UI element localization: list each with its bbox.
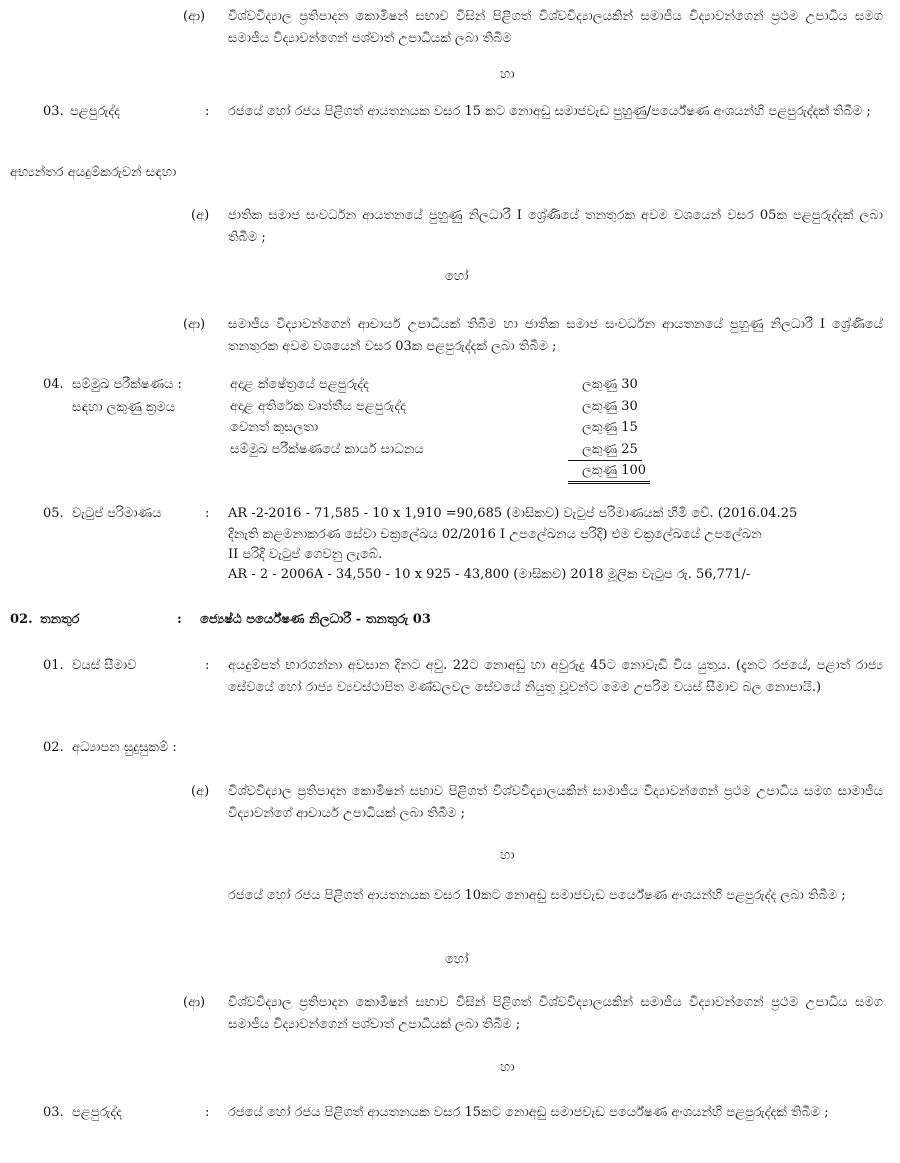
post-number: 02. <box>10 612 33 627</box>
salary-text: II පරිදි වැටුප් ගෙවනු ලැබේ. <box>228 547 383 562</box>
section-label: සම්මුඛ පරීක්ෂණය : <box>72 377 182 392</box>
section-label: වයස් සීමාව <box>72 658 137 673</box>
colon: : <box>205 1105 210 1120</box>
section-number: 03. <box>43 104 64 119</box>
salary-text: AR -2-2016 - 71,585 - 10 x 1,910 =90,685 (මාසිකව) වැටුප් පරිමාණයක් හිමි වේ. (2016.04.25 <box>228 506 798 521</box>
section-number: 04. <box>43 377 64 392</box>
colon: : <box>205 506 210 521</box>
post-title: ජ්‍යෙෂ්ඨ පර්යේෂණ නිලධාරී - තනතුරු 03 <box>200 612 431 627</box>
qualification-text: විශ්වවිද්‍යාල ප්‍රතිපාදන කොමිෂන් සභාව විසින් පිළිගත් විශ්වවිද්‍යාලයකින් සමාජීය විද්‍යාවන්ගෙන් ප්‍රථම උපාධිය සමග සමාජීය විද්‍යාවන්ගෙන් පශ්චාත් උපාධියක් ලබා තිබීම <box>228 9 883 46</box>
qualification-text: සමාජීය විද්‍යාවන්ගෙන් ආචාර්ය උපාධියක් තිබීම හා ජාතික සමාජ සංවර්ධන ආයතනයේ පුහුණු නිලධාරී I ශ්‍රේණියේ තනතුරක අවම වශයෙන් වසර 03ක පළපුරුද්දක් ලබා තිබීම ; <box>228 317 883 354</box>
section-label: පළපුරුද්ද <box>70 104 120 119</box>
conjunction-and: හා <box>500 1060 515 1075</box>
experience-text: රජයේ හෝ රජය පිළිගත් ආයතනයක වසර 15 කට නොඅඩු සමාජවැඩ පුහුණු/පර්යේෂණ අංශයන්හි පළපුරුද්දක් තිබීම ; <box>228 104 871 119</box>
marks-value: ලකුණු 15 <box>582 420 638 435</box>
conjunction-or: හෝ <box>445 952 469 967</box>
salary-text: AR - 2 - 2006A - 34,550 - 10 x 925 - 43,800 (මාසිකව) 2018 මූලික වැටුප රු. 56,771/- <box>228 567 751 582</box>
section-label: වැටුප් පරිමාණය <box>72 506 162 521</box>
marks-value: ලකුණු 30 <box>582 377 638 392</box>
conjunction-and: හා <box>500 848 515 863</box>
marks-item: අදාළ අතිරේක වෘත්තීය පළපුරුද්ද <box>230 399 406 414</box>
marks-item: වෙනත් කුසලතා <box>230 420 319 435</box>
post-label: තනතුර <box>40 612 80 627</box>
conjunction-or: හෝ <box>445 269 469 284</box>
section-number: 03. <box>43 1105 64 1120</box>
qualification-text: විශ්වවිද්‍යාල ප්‍රතිපාදන කොමිෂන් සභාව පිළිගත් විශ්වවිද්‍යාලයකින් සාමාජීය විද්‍යාවන්ගෙන් ප්‍රථම උපාධිය සමග සාමාජීය විද්‍යාවන්ගේ ආචාර්ය උපාධියක් ලබා තිබීම ; <box>228 784 883 821</box>
experience-text: රජයේ හෝ රජය පිළිගත් ආයතනයක වසර 10කට නොඅඩු සමාජවැඩ පර්යේෂණ අංශයන්හි පළපුරුද්ද ලබා තිබීම ; <box>228 888 846 903</box>
marks-item: අදාළ ක්ෂේත්‍රයේ පළපුරුද්ද <box>230 377 369 392</box>
marks-item: සම්මුඛ පරීක්ෂණයේ කාර්ය සාධනය <box>230 442 424 457</box>
section-number: 05. <box>43 506 64 521</box>
item-label-a: (අ) <box>191 208 210 223</box>
age-text: අයදුම්පත් භාරගන්නා අවසාන දිනට අවු. 22ට නොඅඩු හා අවුරුදු 45ට නොවැඩි විය යුතුය. (දැනට රජයේ, පළාත් රාජ්‍ය සේවයේ හෝ රාජ්‍ය ව්‍යවස්ථාපිත මණ්ඩලවල සේවයේ නියුතු වූවන්ට මෙම උපරිම වයස් සීමාව බල නොපායි.) <box>228 658 883 695</box>
experience-text: රජයේ හෝ රජය පිළිගත් ආයතනයක වසර 15කට නොඅඩු සමාජවැඩ පර්යේෂණ අංශයන්හි පළපුරුද්දක් තිබීම ; <box>228 1105 829 1120</box>
colon: : <box>205 658 210 673</box>
section-heading: අභ්‍යන්තර අයදුම්කරුවන් සඳහා <box>10 165 177 180</box>
section-number: 02. <box>43 740 64 755</box>
conjunction-and: හා <box>500 67 515 82</box>
qualification-text: විශ්වවිද්‍යාල ප්‍රතිපාදන කොමිෂන් සභාව විසින් පිළිගත් විශ්වවිද්‍යාලයකින් සමාජීය විද්‍යාවන්ගෙන් ප්‍රථම උපාධිය සමග සමාජීය විද්‍යාවන්ගෙන් පශ්චාත් උපාධියක් ලබා තිබීම ; <box>228 995 883 1032</box>
item-label-aa: (ආ) <box>183 995 206 1010</box>
section-label: අධ්‍යාපන සුදුසුකම් : <box>72 740 177 755</box>
item-label-a: (අ) <box>191 784 210 799</box>
colon: : <box>177 612 182 627</box>
section-label: සඳහා ලකුණු ක්‍රමය <box>72 400 176 415</box>
marks-total: ලකුණු 100 <box>568 462 650 484</box>
colon: : <box>205 104 210 119</box>
marks-value: ලකුණු 25 <box>568 441 642 461</box>
section-number: 01. <box>43 658 64 673</box>
section-label: පළපුරුද්ද <box>72 1105 122 1120</box>
item-label-aa: (ආ) <box>183 317 206 332</box>
salary-text: දිනැති කළමනාකරණ සේවා චක්‍රලේඛය 02/2016 I උපලේඛනය පරිදි) එම චක්‍රලේඛයේ උපලේඛන <box>228 527 762 542</box>
qualification-text: ජාතික සමාජ සංවර්ධන ආයතනයේ පුහුණු නිලධාරී I ශ්‍රේණියේ තනතුරක අවම වශයෙන් වසර 05ක පළපුරුද්දක් ලබා තිබීම ; <box>228 208 883 245</box>
marks-value: ලකුණු 30 <box>582 399 638 414</box>
item-label-aa: (ආ) <box>183 9 206 24</box>
